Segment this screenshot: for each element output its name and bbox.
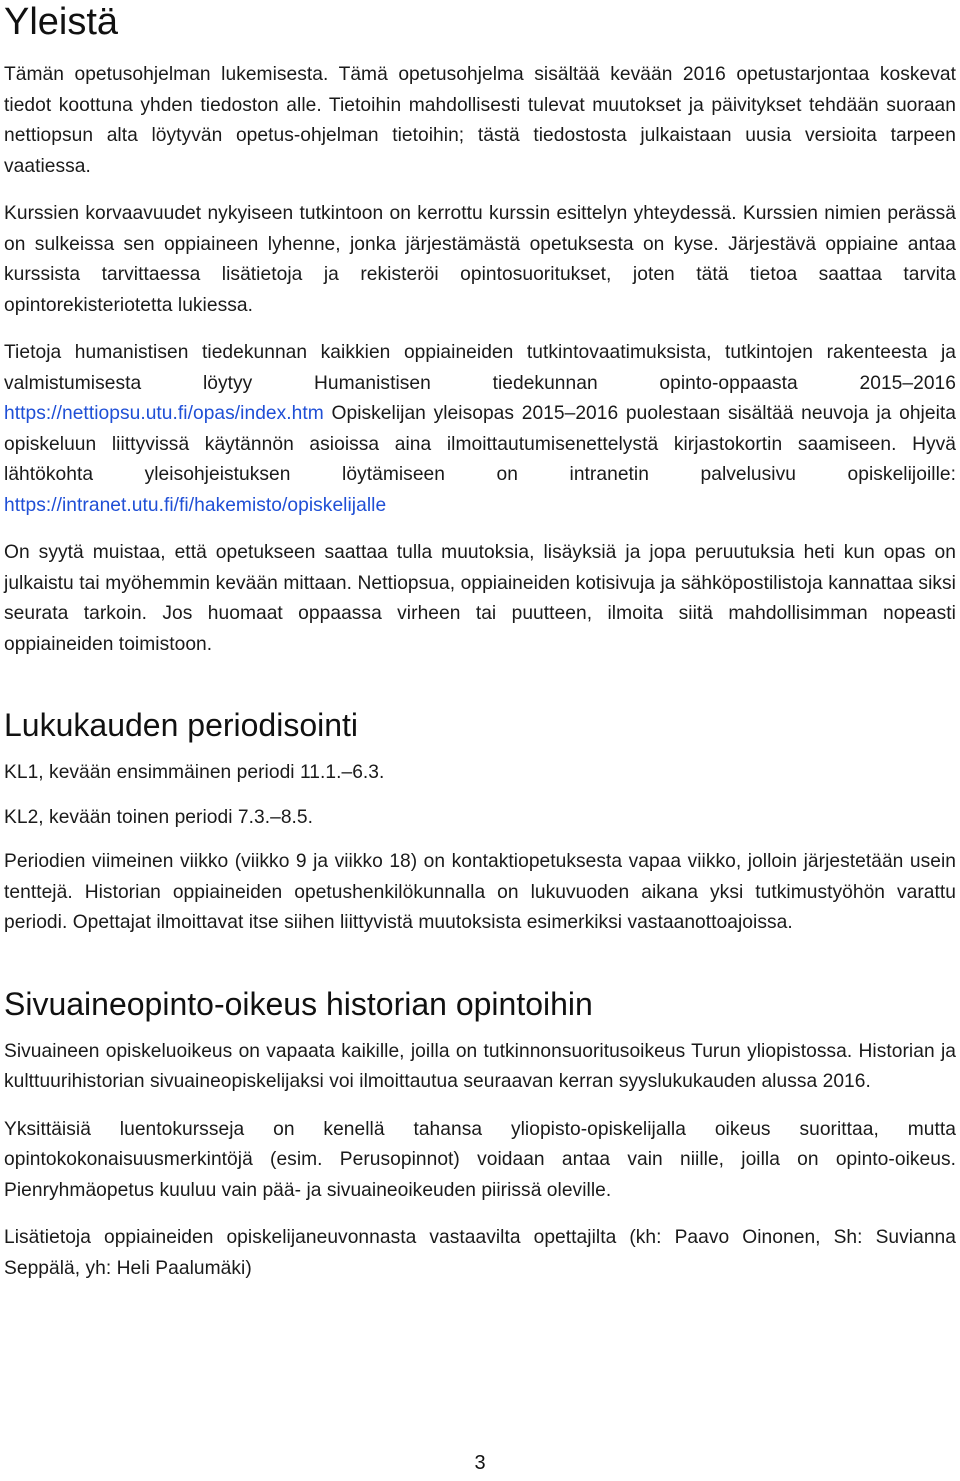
section-title-yleista: Yleistä — [4, 1, 119, 43]
nettiopsu-link[interactable]: https://nettiopsu.utu.fi/opas/index.htm — [4, 403, 324, 424]
paragraph-intro: Tämän opetusohjelman lukemisesta. Tämä opetusohjelma sisältää kevään 2016 opetustarjontaa koskevat tiedot koottuna yhden tiedoston alle. Tietoihin mahdollisesti tulevat muutokset ja päivitykset tehdään suoraan nettiopsun alta löytyvän opetus-ohjelman tietoihin; tästä tiedostosta julkaistaan uusia versioita tarpeen vaatiessa. — [4, 64, 956, 177]
paragraph-lecture-courses: Yksittäisiä luentokursseja on kenellä tahansa yliopisto-opiskelijalla oikeus suorittaa, mutta opintokokonaisuusmerkintöjä (esim. Perusopinnot) voidaan antaa vain niille, joilla on opinto-oikeus. Pienryhmäopetus kuuluu vain pää- ja sivuaineoikeuden piirissä oleville. — [4, 1118, 956, 1201]
section-title-periodisointi: Lukukauden periodisointi — [4, 707, 359, 743]
document-page — [4, 0, 956, 1284]
page-number: 3 — [474, 1452, 486, 1474]
paragraph-changes-notice: On syytä muistaa, että opetukseen saattaa tulla muutoksia, lisäyksiä ja jopa peruutuksia heti kun opas on julkaistu tai myöhemmin kevään mittaan. Nettiopsua, oppiaineiden kotisivuja ja sähköpostilistoja kannattaa siksi seurata tarkoin. Jos huomaat oppaassa virheen tai puutteen, ilmoita siitä mahdollisimman nopeasti oppiaineiden toimistoon. — [4, 542, 956, 655]
period-kl2: KL2, kevään toinen periodi 7.3.–8.5. — [4, 806, 314, 828]
faculty-info-text-b: Opiskelijan yleisopas 2015–2016 puolestaan sisältää neuvoja ja ohjeita opiskeluun liittyvissä käytännön asioissa aina ilmoittautumisenettelystä kirjastokortin saamiseen. Hyvä lähtökohta yleisohjeistuksen löytämiseen on intranetin palvelusivu opiskelijoille: — [4, 403, 956, 485]
paragraph-contacts: Lisätietoja oppiaineiden opiskelijaneuvonnasta vastaavilta opettajilta (kh: Paavo Oinonen, Sh: Suvianna Seppälä, yh: Heli Paalumäki) — [4, 1227, 956, 1279]
paragraph-course-equivalences: Kurssien korvaavuudet nykyiseen tutkintoon on kerrottu kurssin esittelyn yhteydessä. Kurssien nimien perässä on sulkeissa sen oppiaineen lyhenne, jonka järjestämästä opetuksesta on kyse. Järjestävä oppiaine antaa kurssista tarvittaessa lisätietoja ja rekisteröi opintosuoritukset, joten tätä tietoa saattaa tarvita opintorekisteriotetta lukiessa. — [4, 203, 956, 316]
intranet-link[interactable]: https://intranet.utu.fi/fi/hakemisto/opiskelijalle — [4, 494, 387, 516]
paragraph-period-weeks: Periodien viimeinen viikko (viikko 9 ja viikko 18) on kontaktiopetuksesta vapaa viikko, jolloin järjestetään usein tenttejä. Historian oppiaineiden opetushenkilökunnalla on lukuvuoden aikana yksi tutkimustyöhön varattu periodi. Opettajat ilmoittavat itse siihen liittyvistä muutoksista esimerkiksi vastaanottoajoissa. — [4, 851, 956, 933]
paragraph-faculty-info — [4, 338, 956, 521]
period-kl1: KL1, kevään ensimmäinen periodi 11.1.–6.3. — [4, 762, 385, 783]
section-title-sivuaine: Sivuaineopinto-oikeus historian opintoihin — [4, 985, 593, 1022]
faculty-info-text-a: Tietoja humanistisen tiedekunnan kaikkien oppiaineiden tutkintovaatimuksista, tutkintojen rakenteesta ja valmistumisesta löytyy Humanistisen tiedekunnan opinto-oppaasta 2015–2016 — [4, 342, 956, 394]
paragraph-minor-rights: Sivuaineen opiskeluoikeus on vapaata kaikille, joilla on tutkinnonsuoritusoikeus Turun yliopistossa. Historian ja kulttuurihistorian sivuaineopiskelijaksi voi ilmoittautua seuraavan kerran syyslukukauden alussa 2016. — [4, 1040, 956, 1092]
